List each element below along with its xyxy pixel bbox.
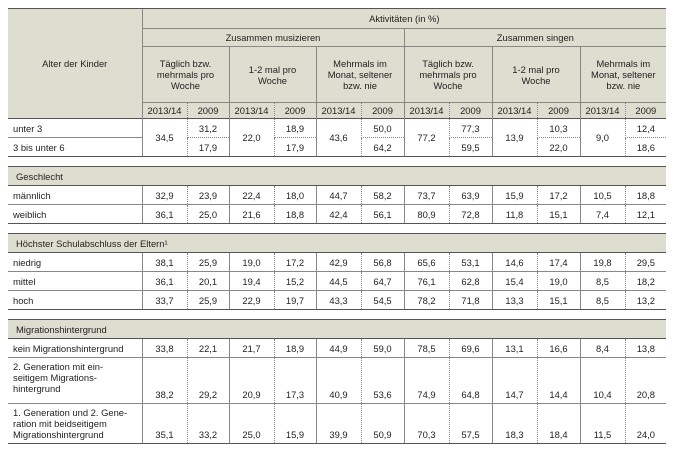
table-cell: 57,5	[449, 404, 492, 444]
table-cell: 10,3	[537, 119, 580, 138]
row-label: weiblich	[8, 205, 142, 224]
table-cell: 50,0	[361, 119, 404, 138]
table-cell: 59,5	[449, 138, 492, 157]
table-cell: 14,6	[492, 253, 537, 272]
table-cell: 29,5	[625, 253, 666, 272]
table-cell: 22,1	[187, 339, 229, 358]
table-cell: 20,9	[229, 358, 274, 404]
table-cell: 15,9	[492, 186, 537, 205]
table-cell: 72,8	[449, 205, 492, 224]
table-cell: 43,6	[316, 119, 361, 157]
table-cell: 21,7	[229, 339, 274, 358]
table-cell: 65,6	[404, 253, 449, 272]
table-cell: 19,0	[537, 272, 580, 291]
music-weekly-header: 1-2 mal pro Woche	[229, 47, 316, 103]
table-cell: 15,4	[492, 272, 537, 291]
year-header: 2009	[449, 103, 492, 119]
age-column-header: Alter der Kinder	[8, 9, 142, 119]
music-daily-header: Täglich bzw. mehrmals pro Woche	[142, 47, 229, 103]
table-row	[8, 358, 666, 404]
table-cell: 22,0	[537, 138, 580, 157]
table-cell: 22,9	[229, 291, 274, 310]
table-cell: 58,2	[361, 186, 404, 205]
year-header: 2013/14	[142, 103, 187, 119]
table-cell: 62,8	[449, 272, 492, 291]
table-cell: 76,1	[404, 272, 449, 291]
table-cell: 80,9	[404, 205, 449, 224]
table-row	[8, 339, 666, 358]
table-cell: 14,4	[537, 358, 580, 404]
table-cell: 74,9	[404, 358, 449, 404]
table-cell: 17,9	[187, 138, 229, 157]
table-cell: 18,9	[274, 339, 316, 358]
table-cell: 13,2	[625, 291, 666, 310]
table-cell: 25,0	[229, 404, 274, 444]
table-cell: 44,5	[316, 272, 361, 291]
table-cell: 13,3	[492, 291, 537, 310]
table-cell: 32,9	[142, 186, 187, 205]
table-cell: 11,5	[580, 404, 625, 444]
year-header: 2013/14	[229, 103, 274, 119]
table-cell: 64,8	[449, 358, 492, 404]
table-cell: 50,9	[361, 404, 404, 444]
table-row	[8, 404, 666, 444]
row-label: männlich	[8, 186, 142, 205]
sing-monthly-header: Mehrmals im Monat, seltener bzw. nie	[580, 47, 666, 103]
table-row	[8, 291, 666, 310]
table-cell: 21,6	[229, 205, 274, 224]
spacer	[8, 157, 666, 167]
table-cell: 17,9	[274, 138, 316, 157]
sing-weekly-header: 1-2 mal pro Woche	[492, 47, 580, 103]
table-cell: 53,6	[361, 358, 404, 404]
table-cell: 13,9	[492, 119, 537, 157]
table-cell: 25,9	[187, 291, 229, 310]
spacer	[8, 224, 666, 234]
table-cell: 25,0	[187, 205, 229, 224]
table-cell: 42,9	[316, 253, 361, 272]
table-cell: 56,8	[361, 253, 404, 272]
table-cell: 71,8	[449, 291, 492, 310]
table-cell: 18,6	[625, 138, 666, 157]
table-cell: 59,0	[361, 339, 404, 358]
row-label: 3 bis unter 6	[8, 138, 142, 157]
table-cell: 18,2	[625, 272, 666, 291]
year-header: 2013/14	[580, 103, 625, 119]
row-label: 2. Generation mit ein- seitigem Migrations- hintergrund	[8, 358, 142, 404]
section-title: Geschlecht	[8, 167, 666, 186]
table-cell: 29,2	[187, 358, 229, 404]
row-label: kein Migrationshintergrund	[8, 339, 142, 358]
table-cell: 33,2	[187, 404, 229, 444]
table-row	[8, 253, 666, 272]
header-row-activities	[8, 9, 666, 29]
table-cell: 78,5	[404, 339, 449, 358]
table-cell: 18,4	[537, 404, 580, 444]
table-cell: 78,2	[404, 291, 449, 310]
table-cell: 8,4	[580, 339, 625, 358]
section-header-row	[8, 234, 666, 253]
table-cell: 53,1	[449, 253, 492, 272]
section-header-row	[8, 320, 666, 339]
table-row	[8, 119, 666, 138]
section-header-row	[8, 167, 666, 186]
table-cell: 33,7	[142, 291, 187, 310]
table-cell: 15,1	[537, 205, 580, 224]
table-cell: 20,1	[187, 272, 229, 291]
table-cell: 43,3	[316, 291, 361, 310]
music-monthly-header: Mehrmals im Monat, seltener bzw. nie	[316, 47, 404, 103]
table-cell: 44,7	[316, 186, 361, 205]
year-header: 2009	[187, 103, 229, 119]
year-header: 2009	[361, 103, 404, 119]
table-cell: 13,1	[492, 339, 537, 358]
table-cell: 25,9	[187, 253, 229, 272]
table-cell: 18,0	[274, 186, 316, 205]
table-cell: 15,1	[537, 291, 580, 310]
table-cell: 8,5	[580, 272, 625, 291]
table-cell: 8,5	[580, 291, 625, 310]
table-cell: 44,9	[316, 339, 361, 358]
table-cell: 77,3	[449, 119, 492, 138]
sing-group-header: Zusammen singen	[404, 29, 666, 47]
table-row	[8, 205, 666, 224]
year-header: 2013/14	[404, 103, 449, 119]
table-cell: 16,6	[537, 339, 580, 358]
table-cell: 22,0	[229, 119, 274, 157]
table-cell: 64,7	[361, 272, 404, 291]
table-cell: 17,3	[274, 358, 316, 404]
section-title: Migrationshintergrund	[8, 320, 666, 339]
table-cell: 24,0	[625, 404, 666, 444]
table-cell: 19,4	[229, 272, 274, 291]
table-cell: 19,8	[580, 253, 625, 272]
table-cell: 69,6	[449, 339, 492, 358]
table-cell: 20,8	[625, 358, 666, 404]
year-header: 2009	[625, 103, 666, 119]
table-cell: 19,0	[229, 253, 274, 272]
table-cell: 56,1	[361, 205, 404, 224]
table-cell: 38,2	[142, 358, 187, 404]
year-header: 2009	[274, 103, 316, 119]
table-cell: 36,1	[142, 205, 187, 224]
table-cell: 10,4	[580, 358, 625, 404]
row-label: 1. Generation und 2. Gene- ration mit beidseitigem Migrationshintergrund	[8, 404, 142, 444]
table-cell: 54,5	[361, 291, 404, 310]
table-cell: 10,5	[580, 186, 625, 205]
table-cell: 73,7	[404, 186, 449, 205]
table-cell: 17,2	[274, 253, 316, 272]
table-cell: 12,1	[625, 205, 666, 224]
table-cell: 19,7	[274, 291, 316, 310]
row-label: hoch	[8, 291, 142, 310]
section-title: Höchster Schulabschluss der Eltern¹	[8, 234, 666, 253]
table-cell: 36,1	[142, 272, 187, 291]
table-cell: 63,9	[449, 186, 492, 205]
activities-table	[8, 8, 666, 444]
year-header: 2013/14	[316, 103, 361, 119]
table-cell: 40,9	[316, 358, 361, 404]
table-cell: 9,0	[580, 119, 625, 157]
table-cell: 14,7	[492, 358, 537, 404]
table-cell: 23,9	[187, 186, 229, 205]
table-cell: 18,8	[274, 205, 316, 224]
table-cell: 12,4	[625, 119, 666, 138]
table-cell: 13,8	[625, 339, 666, 358]
table-cell: 22,4	[229, 186, 274, 205]
table-cell: 18,8	[625, 186, 666, 205]
music-group-header: Zusammen musizieren	[142, 29, 404, 47]
table-cell: 38,1	[142, 253, 187, 272]
table-row	[8, 186, 666, 205]
activities-header: Aktivitäten (in %)	[142, 9, 666, 29]
table-cell: 34,5	[142, 119, 187, 157]
table-cell: 31,2	[187, 119, 229, 138]
table-cell: 70,3	[404, 404, 449, 444]
table-cell: 11,8	[492, 205, 537, 224]
table-cell: 42,4	[316, 205, 361, 224]
table-cell: 7,4	[580, 205, 625, 224]
table-cell: 39,9	[316, 404, 361, 444]
table-row	[8, 272, 666, 291]
row-label: niedrig	[8, 253, 142, 272]
year-header: 2009	[537, 103, 580, 119]
table-cell: 15,9	[274, 404, 316, 444]
spacer	[8, 310, 666, 320]
row-label: mittel	[8, 272, 142, 291]
table-cell: 64,2	[361, 138, 404, 157]
table-cell: 33,8	[142, 339, 187, 358]
row-label: unter 3	[8, 119, 142, 138]
table-cell: 35,1	[142, 404, 187, 444]
sing-daily-header: Täglich bzw. mehrmals pro Woche	[404, 47, 492, 103]
year-header: 2013/14	[492, 103, 537, 119]
table-cell: 17,2	[537, 186, 580, 205]
table-cell: 17,4	[537, 253, 580, 272]
table-cell: 15,2	[274, 272, 316, 291]
table-cell: 77,2	[404, 119, 449, 157]
table-cell: 18,3	[492, 404, 537, 444]
table-cell: 18,9	[274, 119, 316, 138]
